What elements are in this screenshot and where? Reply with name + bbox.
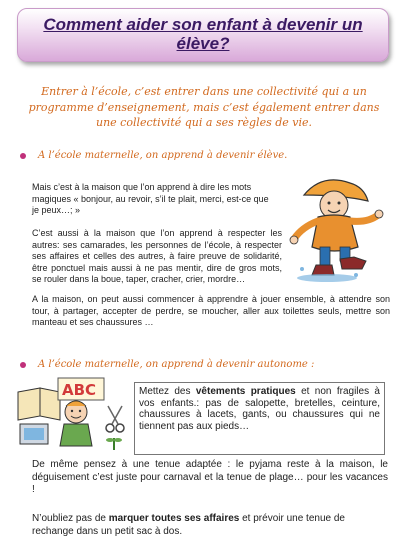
paragraph-respect: C’est aussi à la maison que l’on apprend à respecter les autres: ses camarades, les personnes de l’école, à respecter ses affaires et celles des autres, à faire preuve de solidarité, être ponctuel mais aussi à ne pas mentir, dire de gros mots, se rouler dans la boue, taper, cracher, crier, mordre… xyxy=(32,228,282,284)
bullet-icon xyxy=(20,153,26,159)
clothing-advice-box xyxy=(134,382,385,455)
box-text-bold: vêtements pratiques xyxy=(195,386,296,397)
box-text-b: et non fragiles à vos enfants.: pas de salopette, bretelles, ceinture, chaussures à lacets, gants, ou chaussures qui ne tiennent pas aux pieds… xyxy=(139,386,380,432)
paragraph-tenue-adaptee: De même pensez à une tenue adaptée : le pyjama reste à la maison, le déguisement c’est juste pour carnaval et la tenue de plage… pour les vacances ! xyxy=(32,459,388,495)
paragraph-marquer-affaires xyxy=(32,513,388,538)
intro-text: Entrer à l’école, c’est entrer dans une collectivité qui a un programme d’enseignement, mais c’est également entrer dans une collectivité qui a ses règles de vie. xyxy=(28,85,380,129)
bullet-icon xyxy=(20,362,26,368)
marquer-text-a: N’oubliez pas de xyxy=(32,513,106,524)
box-text-a: Mettez des xyxy=(139,386,191,397)
section-heading-text: A l’école maternelle, on apprend à devenir élève. xyxy=(38,150,288,161)
marquer-text-b: et prévoir une tenue de rechange dans un petit sac à dos. xyxy=(32,513,345,537)
school-children-illustration xyxy=(14,376,132,452)
paragraph-a-la-maison: A la maison, on peut aussi commencer à apprendre à jouer ensemble, à attendre son tour, à partager, accepter de perdre, se moucher, aller aux toilettes seuls, mettre son manteau et ses chaussures … xyxy=(32,294,390,327)
abc-letters: ABC xyxy=(62,381,97,399)
section-heading-autonome xyxy=(20,359,314,370)
child-rain-boots-illustration xyxy=(282,165,392,285)
section-heading-eleve xyxy=(20,150,287,161)
paragraph-mots-magiques: Mais c’est à la maison que l’on apprend à dire les mots magiques « bonjour, au revoir, s’il te plait, merci, est-ce que je peux…; » xyxy=(32,182,269,215)
title-banner xyxy=(17,8,389,62)
page-title: Comment aider son enfant à devenir un élève? xyxy=(43,15,363,53)
section-heading-text: A l’école maternelle, on apprend à devenir autonome : xyxy=(38,359,315,370)
marquer-text-bold: marquer toutes ses affaires xyxy=(108,513,240,524)
